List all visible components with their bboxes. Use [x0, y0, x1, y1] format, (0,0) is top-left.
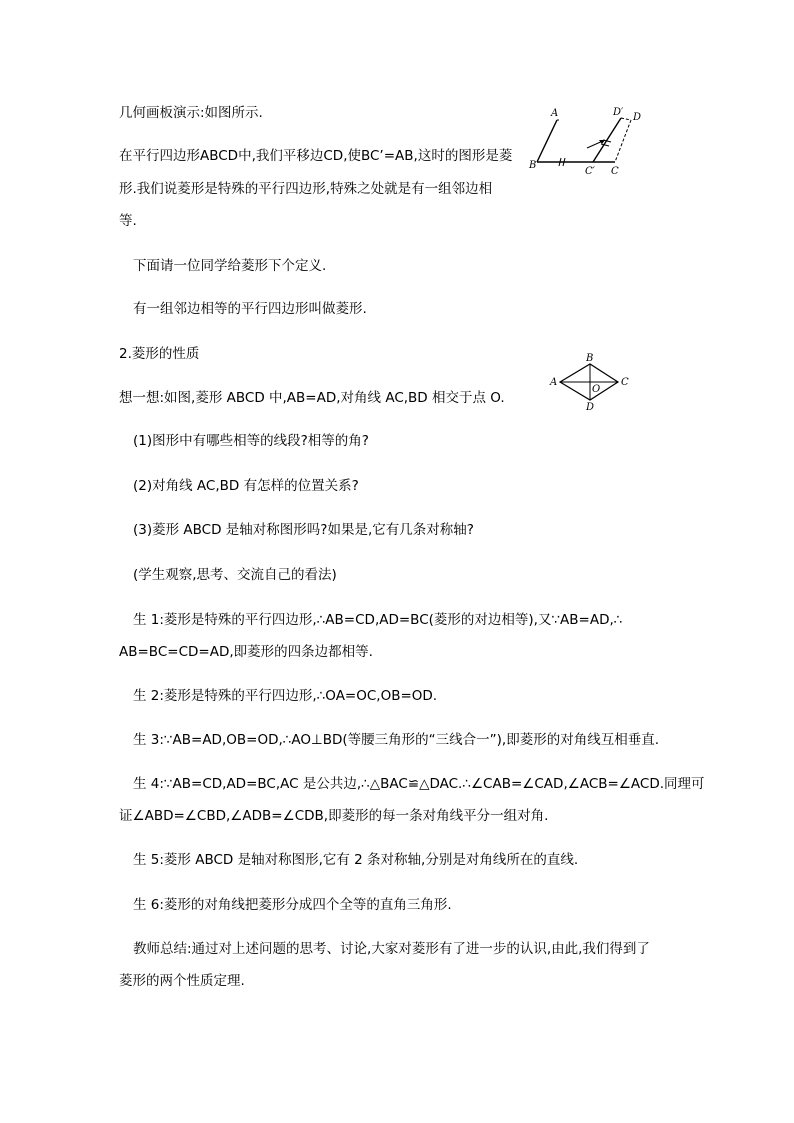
- label-D-prime: D′: [613, 107, 624, 118]
- question-1: (1)图形中有哪些相等的线段?相等的角?: [133, 433, 369, 449]
- label-O: O: [592, 384, 601, 395]
- rhombus-figure: [546, 352, 634, 412]
- student-6-answer: 生 6:菱形的对角线把菱形分成四个全等的直角三角形.: [133, 897, 452, 913]
- label-C-prime: C′: [585, 166, 595, 177]
- student-1-line-2: AB=BC=CD=AD,即菱形的四条边都相等.: [119, 644, 373, 660]
- summary-line-1: 教师总结:通过对上述问题的思考、讨论,大家对菱形有了进一步的认识,由此,我们得到了: [133, 941, 650, 957]
- student-3-answer: 生 3:∵AB=AD,OB=OD,∴AO⊥BD(等腰三角形的“三线合一”),即菱形的对角线互相垂直.: [133, 732, 659, 748]
- student-4-line-2: 证∠ABD=∠CBD,∠ADB=∠CDB,即菱形的每一条对角线平分一组对角.: [119, 808, 549, 824]
- label-A: A: [550, 377, 558, 388]
- label-D: D: [586, 402, 595, 412]
- student-2-answer: 生 2:菱形是特殊的平行四边形,∴OA=OC,OB=OD.: [133, 688, 438, 704]
- ask-definition: 下面请一位同学给菱形下个定义.: [133, 258, 327, 274]
- parallelogram-figure: [527, 104, 657, 180]
- label-B: B: [529, 160, 537, 171]
- demo-text: 几何画板演示:如图所示.: [119, 105, 263, 121]
- label-C: C: [621, 377, 629, 388]
- label-C: C: [611, 166, 619, 177]
- student-note: (学生观察,思考、交流自己的看法): [133, 567, 337, 583]
- label-D: D: [633, 112, 642, 123]
- student-1-line-1: 生 1:菱形是特殊的平行四边形,∴AB=CD,AD=BC(菱形的对边相等),又∵AB=AD,∴: [133, 612, 623, 628]
- section-heading: 2.菱形的性质: [119, 346, 200, 362]
- summary-line-2: 菱形的两个性质定理.: [119, 973, 245, 989]
- student-5-answer: 生 5:菱形 ABCD 是轴对称图形,它有 2 条对称轴,分别是对角线所在的直线.: [133, 852, 579, 868]
- intro-line-3: 等.: [119, 213, 137, 229]
- question-2: (2)对角线 AC,BD 有怎样的位置关系?: [133, 478, 359, 494]
- question-3: (3)菱形 ABCD 是轴对称图形吗?如果是,它有几条对称轴?: [133, 522, 474, 538]
- intro-line-1: 在平行四边形ABCD中,我们平移边CD,使BC’=AB,这时的图形是菱: [119, 148, 513, 164]
- label-B: B: [586, 353, 594, 364]
- definition-text: 有一组邻边相等的平行四边形叫做菱形.: [133, 301, 367, 317]
- intro-line-2: 形.我们说菱形是特殊的平行四边形,特殊之处就是有一组邻边相: [119, 181, 493, 197]
- think-question: 想一想:如图,菱形 ABCD 中,AB=AD,对角线 AC,BD 相交于点 O.: [119, 390, 505, 406]
- label-A: A: [551, 108, 559, 119]
- student-4-line-1: 生 4:∵AB=CD,AD=BC,AC 是公共边,∴△BAC≌△DAC.∴∠CAB=∠CAD,∠ACB=∠ACD.同理可: [133, 776, 705, 792]
